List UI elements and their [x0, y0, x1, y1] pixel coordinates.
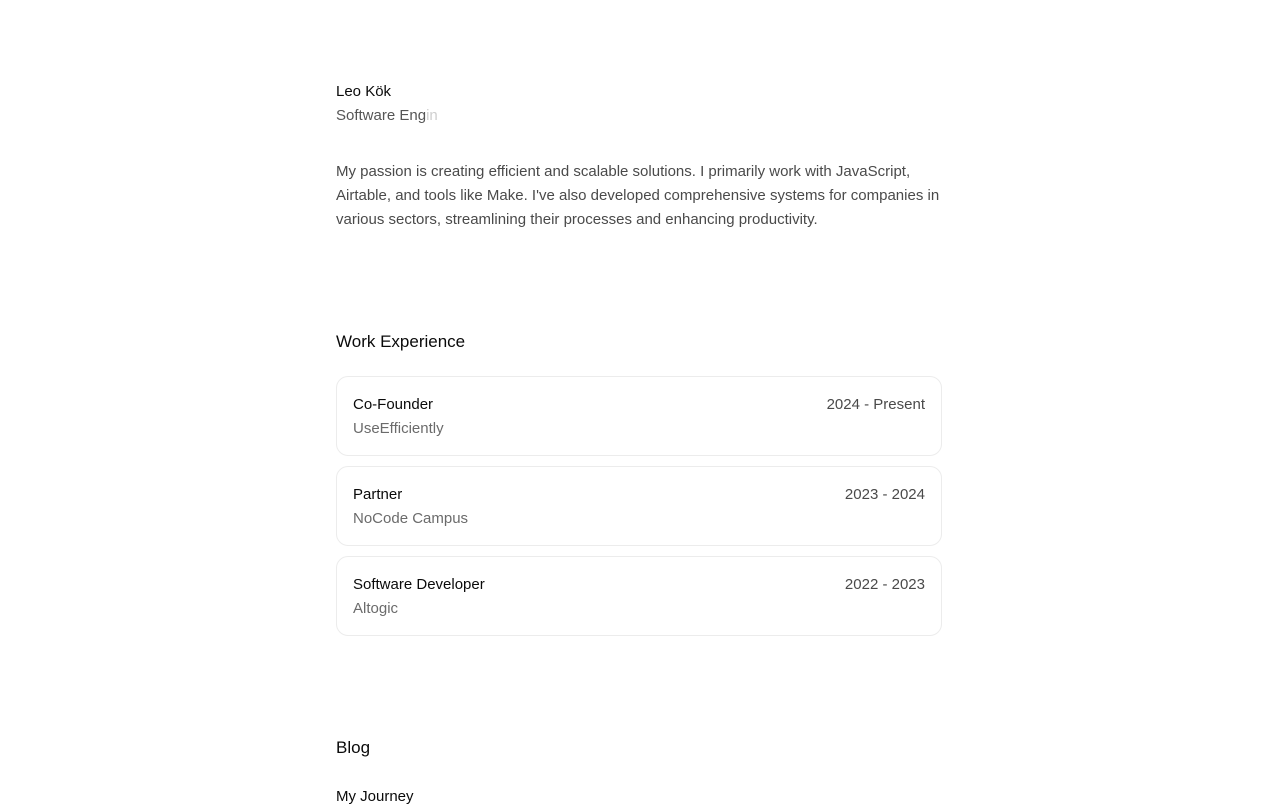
- job-company: Altogic: [353, 600, 399, 617]
- job-role: Co-Founder: [353, 396, 434, 413]
- bio-paragraph: My passion is creating efficient and scalable solutions. I primarily work with JavaScript, Airtable, and tools like Make. I've also developed comprehensive systems for companies in various sectors, streamlining their processes and enhancing productivity.: [336, 163, 940, 228]
- work-experience-heading: Work Experience: [336, 332, 466, 351]
- job-card-co-founder[interactable]: [336, 376, 942, 456]
- profile-role: [336, 106, 436, 126]
- blog-heading: Blog: [336, 738, 371, 757]
- job-card-software-developer[interactable]: [336, 556, 942, 636]
- job-company: NoCode Campus: [353, 510, 469, 527]
- profile-name: Leo Kök: [336, 83, 392, 100]
- job-card-partner[interactable]: [336, 466, 942, 546]
- job-role: Partner: [353, 486, 403, 503]
- job-period: 2023 - 2024: [844, 486, 925, 503]
- profile-role-text: Software Eng: [336, 107, 427, 124]
- blog-post-link[interactable]: My Journey: [336, 788, 414, 805]
- job-company: UseEfficiently: [353, 420, 444, 437]
- profile-role-fade: in: [426, 107, 438, 124]
- job-role: Software Developer: [353, 576, 485, 593]
- job-period: 2024 - Present: [826, 396, 925, 413]
- job-period: 2022 - 2023: [844, 576, 925, 593]
